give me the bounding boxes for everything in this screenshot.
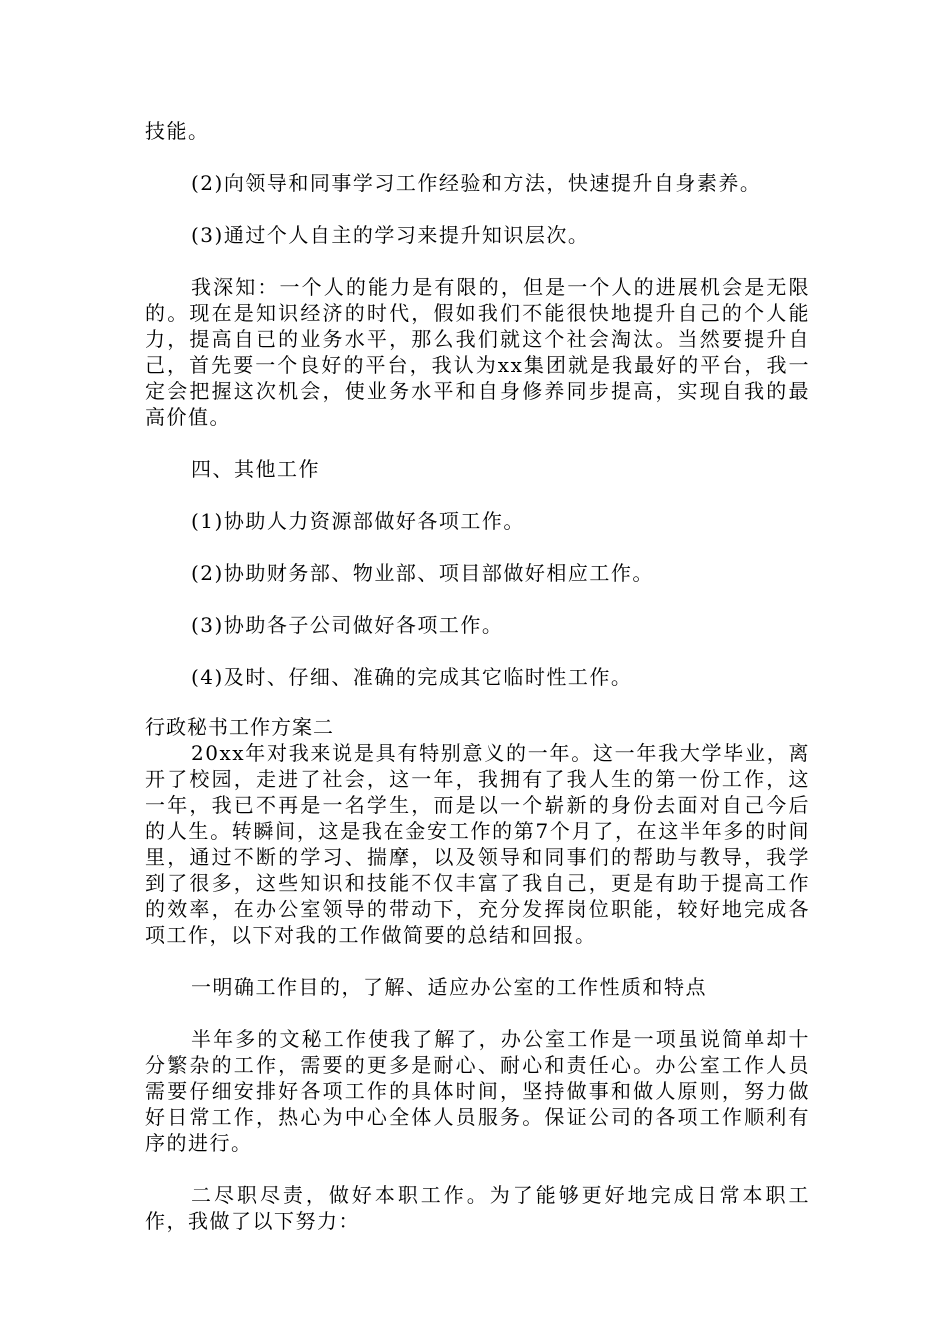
list-item-temporary-work: (4)及时、仔细、准确的完成其它临时性工作。 <box>191 665 633 689</box>
document-page <box>145 118 810 1234</box>
paragraph-year-summary: 20xx年对我来说是具有特别意义的一年。这一年我大学毕业，离开了校园，走进了社会，这一年，我拥有了我人生的第一份工作，这一年，我已不再是一名学生，而是以一个崭新的身份去面对自己今后的人生。转瞬间，这是我在金安工作的第7个月了，在这半年多的时间里，通过不断的学习、揣摩，以及领导和同事们的帮助与教导，我学到了很多，这些知识和技能不仅丰富了我自己，更是有助于提高工作的效率，在办公室领导的带动下，充分发挥岗位职能，较好地完成各项工作，以下对我的工作做简要的总结和回报。 <box>145 741 810 947</box>
list-item-subsidiary-assist: (3)协助各子公司做好各项工作。 <box>191 613 504 637</box>
list-item-hr-assist: (1)协助人力资源部做好各项工作。 <box>191 509 525 533</box>
paragraph-self-awareness: 我深知：一个人的能力是有限的，但是一个人的进展机会是无限的。现在是知识经济的时代，假如我们不能很快地提升自己的个人能力，提高自已的业务水平，那么我们就这个社会淘汰。当然要提升自己，首先要一个良好的平台，我认为xx集团就是我最好的平台，我一定会把握这次机会，使业务水平和自身修养同步提高，实现自我的最高价值。 <box>145 275 810 429</box>
document-heading-plan-two: 行政秘书工作方案二 <box>145 715 334 739</box>
list-item-finance-assist: (2)协助财务部、物业部、项目部做好相应工作。 <box>191 561 654 585</box>
paragraph-duties: 二尽职尽责，做好本职工作。为了能够更好地完成日常本职工作，我做了以下努力： <box>145 1183 810 1233</box>
section-heading-work-purpose: 一明确工作目的，了解、适应办公室的工作性质和特点 <box>191 975 707 999</box>
paragraph-office-work: 半年多的文秘工作使我了解了，办公室工作是一项虽说简单却十分繁杂的工作，需要的更多是耐心、耐心和责任心。办公室工作人员需要仔细安排好各项工作的具体时间，坚持做事和做人原则，努力做好日常工作，热心为中心全体人员服务。保证公司的各项工作顺利有序的进行。 <box>145 1027 810 1155</box>
list-item-self-study: (3)通过个人自主的学习来提升知识层次。 <box>191 223 590 247</box>
list-item-learn-from-colleagues: (2)向领导和同事学习工作经验和方法，快速提升自身素养。 <box>191 171 762 195</box>
section-heading-other-work: 四、其他工作 <box>191 457 320 481</box>
paragraph-skills-end: 技能。 <box>145 119 210 143</box>
